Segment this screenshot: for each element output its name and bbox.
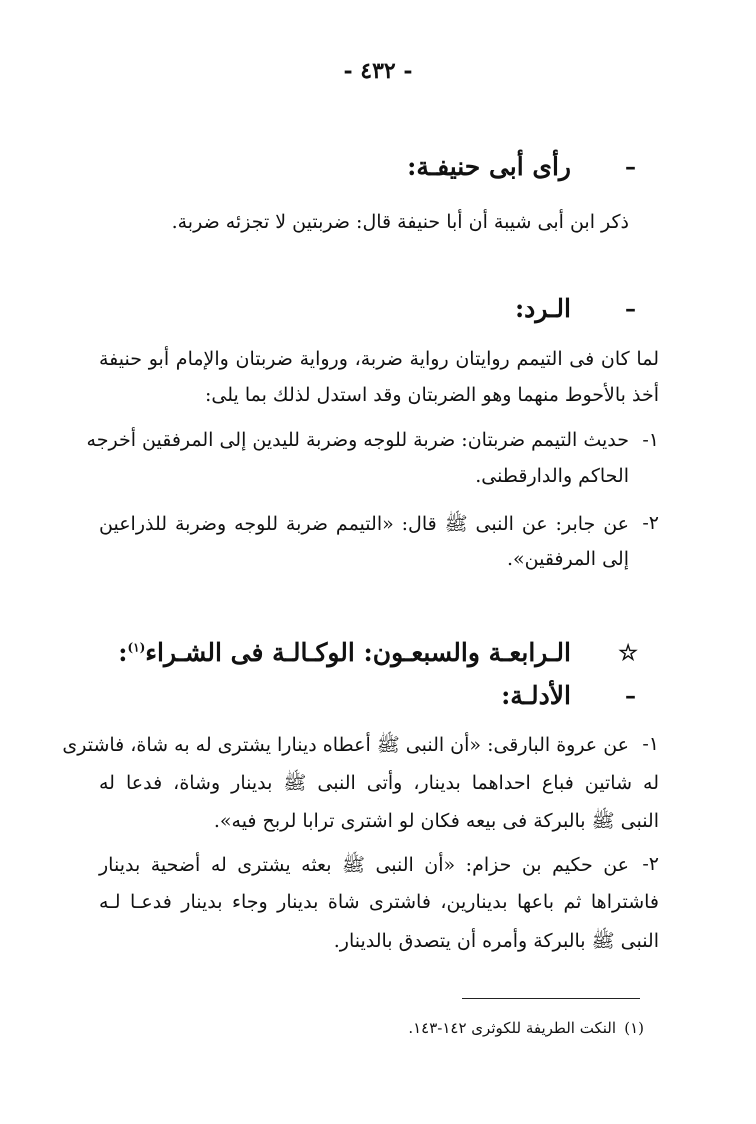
- list-item-line: عن عروة البارقى: «أن النبى ﷺ أعطاه دينارا يشترى له به شاة، فاشترى: [62, 734, 629, 756]
- heading-colon: :: [118, 638, 128, 667]
- list-item-line: إلى المرفقين».: [506, 548, 629, 570]
- footnote-number: (١): [624, 1019, 644, 1037]
- list-item-line: له شاتين فباع احداهما بدينار، وأتى النبى ﷺ بدينار وشاة، فدعا له: [99, 772, 659, 794]
- page-number: - ٤٣٢ -: [343, 58, 413, 84]
- section-dash-marker: –: [625, 154, 636, 180]
- section-heading-response: الـرد:: [514, 294, 571, 323]
- subsection-heading-evidence: الأدلـة:: [501, 681, 571, 710]
- section-heading-text: الـرابعـة والسبعـون: الوكـالـة فى الشـراء: [145, 638, 571, 667]
- star-marker-icon: ☆: [618, 640, 638, 666]
- section-heading-agency: [118, 638, 571, 667]
- list-item-line: حديث التيمم ضربتان: ضربة للوجه وضربة لليدين إلى المرفقين أخرجه: [86, 429, 629, 451]
- body-line: أخذ بالأحوط منهما وهو الضربتان وقد استدل لذلك بما يلى:: [204, 384, 659, 406]
- section-dash-marker: –: [625, 296, 636, 322]
- list-item-line: النبى ﷺ بالبركة وأمره أن يتصدق بالدينار.: [333, 930, 659, 952]
- list-item-number: ١-: [642, 429, 659, 451]
- footnote-text: النكت الطريفة للكوثرى ١٤٢-١٤٣.: [408, 1019, 616, 1037]
- footnote-separator: [462, 998, 640, 999]
- list-item-number: ٢-: [642, 512, 659, 534]
- section-heading-abu-hanifa: رأى أبى حنيفـة:: [407, 152, 571, 181]
- list-item-line: عن حكيم بن حزام: «أن النبى ﷺ بعثه يشترى له أضحية بدينار: [99, 854, 629, 876]
- body-line: ذكر ابن أبى شيبة أن أبا حنيفة قال: ضربتين لا تجزئه ضربة.: [171, 211, 629, 233]
- list-item-number: ١-: [642, 733, 659, 755]
- list-item-line: الحاكم والدارقطنى.: [475, 465, 629, 487]
- footnote-reference: (١): [127, 640, 146, 655]
- list-item-number: ٢-: [642, 853, 659, 875]
- body-line: لما كان فى التيمم روايتان رواية ضربة، ورواية ضربتان والإمام أبو حنيفة: [99, 348, 659, 370]
- list-item-line: عن جابر: عن النبى ﷺ قال: «التيمم ضربة للوجه وضربة للذراعين: [99, 513, 629, 535]
- section-dash-marker: –: [625, 683, 636, 709]
- list-item-line: فاشتراها ثم باعها بدينارين، فاشترى شاة بدينار وجاء بدينار فدعـا لـه: [99, 891, 659, 913]
- list-item-line: النبى ﷺ بالبركة فى بيعه فكان لو اشترى ترابا لربح فيه».: [213, 810, 659, 832]
